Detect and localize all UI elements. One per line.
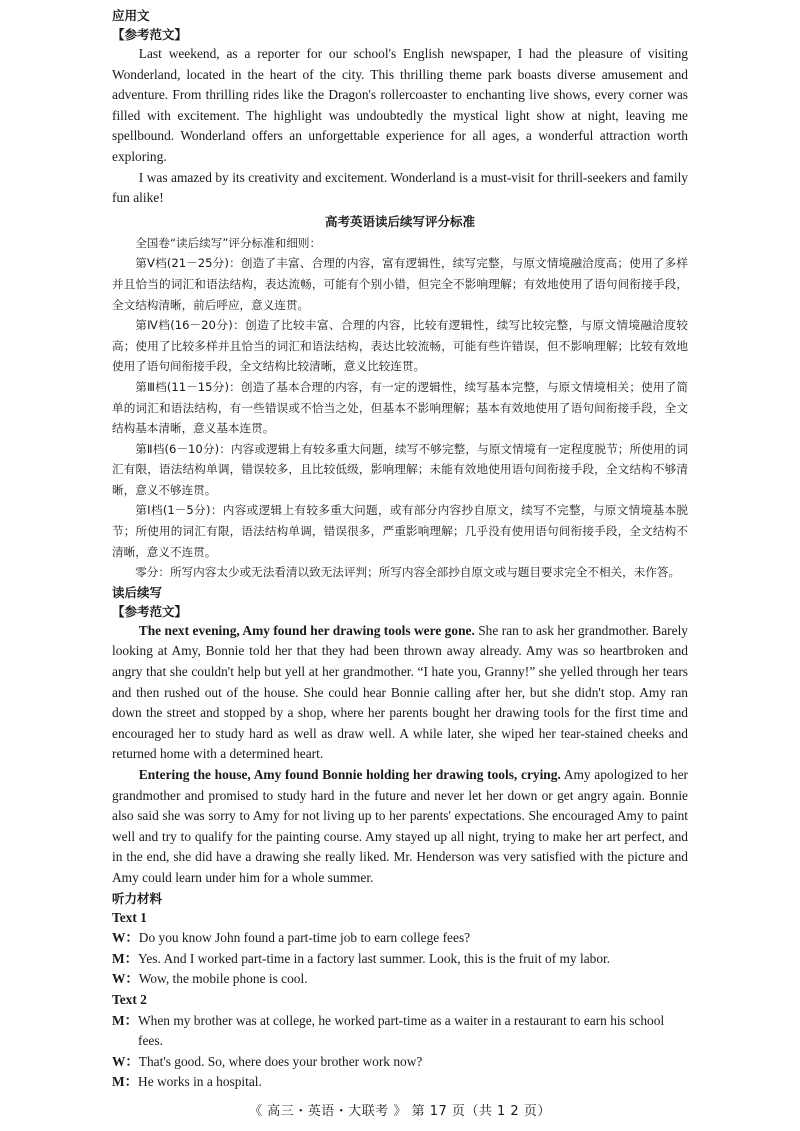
scoring-paragraph: 第Ⅱ档(6－10分)：内容或逻辑上有较多重大问题，续写不够完整，与原文情境有一定程度脱节；所使用的词汇有限，语法结构单调，错误较多，且比较低级，影响理解；未能有效地使用语句间衔接手段，全文结构不够清晰，意义不够连贯。 xyxy=(112,441,688,497)
continuation-body xyxy=(112,621,688,889)
continuation-paragraph xyxy=(112,765,688,889)
scoring-paragraph: 第Ⅲ档(11－15分)：创造了基本合理的内容，有一定的逻辑性，续写基本完整，与原文情境相关；使用了简单的词汇和语法结构，有一些错误或不恰当之处，但基本不影响理解；基本有效地使用了语句间衔接手段，全文结构基本清晰，意义基本连贯。 xyxy=(112,379,688,436)
speaker: M： xyxy=(112,950,139,966)
dialog-text: Wow, the mobile phone is cool. xyxy=(138,971,308,987)
paragraph-lead: Entering the house, Amy found Bonnie holding her drawing tools, crying. xyxy=(138,767,561,782)
scoring-paragraph: 第Ⅰ档(1－5分)：内容或逻辑上有较多重大问题，或有部分内容抄自原文，续写不完整，与原文情境基本脱节；所使用的词汇有限，语法结构单调，错误很多，严重影响理解；几乎没有使用语句间衔接手段，全文结构不清晰，意义不连贯。 xyxy=(112,503,688,559)
paragraph-text: She ran to ask her grandmother. Barely looking at Amy, Bonnie told her that they had been thrown away already. Amy was so heartbroken and angry that she couldn't help but yell at her grandmother. “I hate you, Granny!” she yelled through her tears and then rushed out of the house. She could hear Bonnie calling after her, but she didn't stop. Amy ran down the street and stopped by a shop, where her parents bought her drawing tools for the first time and encouraged her to study hard as well as draw well. A while later, she wiped her tear-stained cheeks and returned home with a determined heart. xyxy=(112,622,688,762)
page-footer: 《 高三・英语・大联考 》 第 17 页（共 1 2 页） xyxy=(249,1104,551,1119)
speaker: W： xyxy=(112,1053,139,1069)
scoring-paragraph: 第Ⅳ档(16－20分)：创造了比较丰富、合理的内容，比较有逻辑性，续写比较完整，与原文情境融洽度较高；使用了比较多样并且恰当的词汇和语法结构，表达比较流畅，可能有些许错误，但不影响理解；比较有效地使用了语句间衔接手段，全文结构比较清晰，意义比较连贯。 xyxy=(112,318,688,374)
scoring-paragraph: 零分：所写内容太少或无法看清以致无法评判；所写内容全部抄自原文或与题目要求完全不相关，未作答。 xyxy=(135,565,681,580)
dialog-line xyxy=(112,1072,688,1093)
dialog-line xyxy=(112,928,688,949)
dialog-text: He works in a hospital. xyxy=(138,1074,262,1090)
dialog-line xyxy=(112,949,688,970)
essay-body xyxy=(112,44,688,209)
speaker: M： xyxy=(112,1012,139,1028)
paragraph-lead: The next evening, Amy found her drawing tools were gone. xyxy=(138,622,475,638)
section-heading-writing: 应用文 xyxy=(112,8,150,23)
dialog-text: When my brother was at college, he worked part-time as a waiter in a restaurant to earn his school fees. xyxy=(138,1012,665,1049)
scoring-paragraph: 第Ⅴ档(21－25分)：创造了丰富、合理的内容，富有逻辑性，续写完整，与原文情境融洽度高；使用了多样并且恰当的词汇和语法结构，表达流畅，可能有个别小错，但完全不影响理解；有效地使用了语句间衔接手段，全文结构清晰，前后呼应，意义连贯。 xyxy=(112,256,688,312)
text-label: Text 2 xyxy=(112,991,147,1007)
scoring-title: 高考英语读后续写评分标准 xyxy=(324,213,475,229)
speaker: W： xyxy=(112,971,139,987)
scoring-paragraph: 全国卷“读后续写”评分标准和细则： xyxy=(135,235,322,250)
speaker: W： xyxy=(112,930,139,946)
essay-paragraph: I was amazed by its creativity and excitement. Wonderland is a must-visit for thrill-seekers and family fun alike! xyxy=(112,169,688,206)
reference-label: 【参考范文】 xyxy=(112,603,188,619)
dialog-line xyxy=(112,1052,688,1073)
reference-label: 【参考范文】 xyxy=(112,27,188,42)
dialog-line xyxy=(112,1011,688,1052)
listening-transcript xyxy=(112,908,688,1093)
continuation-paragraph xyxy=(112,621,688,765)
essay-paragraph: Last weekend, as a reporter for our school's English newspaper, I had the pleasure of visiting Wonderland, located in the heart of the city. This thrilling theme park boasts diverse amusement and adventure. From thrilling rides like the Dragon's rollercoaster to enchanting live shows, every corner was filled with excitement. The highlight was undoubtedly the mystical light show at night, leaving me spellbound. Wonderland offers an unforgettable experience for all ages, a wonderful attraction worth exploring. xyxy=(112,46,688,164)
dialog-text: That's good. So, where does your brother work now? xyxy=(138,1053,423,1069)
dialog-line xyxy=(112,969,688,990)
section-heading-continuation: 读后续写 xyxy=(112,584,163,600)
speaker: M： xyxy=(112,1074,139,1090)
paragraph-text: Amy apologized to her grandmother and promised to study hard in the future and never let her down or get angry again. Bonnie also said she was sorry to Amy for not living up to her parents' expectations. She encouraged Amy to paint well and try to qualify for the painting course. Amy stayed up all night, trying to make her art perfect, and in the end, she did have a drawing she really liked. Mr. Henderson was very satisfied with the picture and Amy could learn under him for a whole summer. xyxy=(112,767,688,885)
text-label: Text 1 xyxy=(112,909,147,925)
section-heading-listening: 听力材料 xyxy=(112,890,163,906)
dialog-text: Yes. And I worked part-time in a factory last summer. Look, this is the fruit of my labor. xyxy=(138,950,611,966)
scoring-body xyxy=(112,233,688,583)
dialog-text: Do you know John found a part-time job to earn college fees? xyxy=(138,930,471,946)
